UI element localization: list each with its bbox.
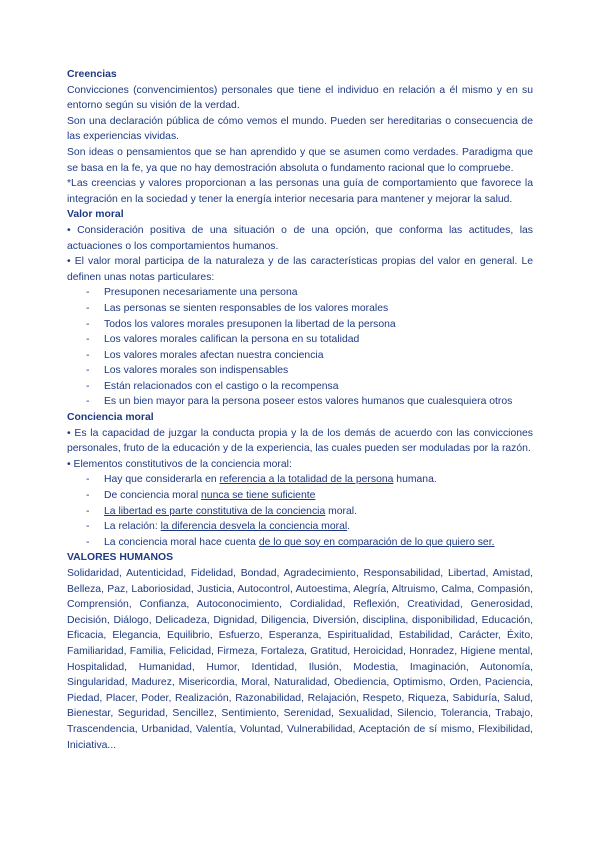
- bullet-paragraph: • Elementos constitutivos de la conciencia moral:: [67, 458, 292, 470]
- list-item-text: humana.: [393, 474, 437, 486]
- bullet-paragraph: • El valor moral participa de la naturaleza y de las características propias del valor en general. Le definen unas notas particulares:: [67, 256, 533, 283]
- list-item: - Presuponen necesariamente una persona: [104, 285, 533, 301]
- list-item: [104, 504, 533, 520]
- list-item: [104, 472, 533, 488]
- list-item: - Los valores morales son indispensables: [104, 363, 533, 379]
- list-item: - Están relacionados con el castigo o la recompensa: [104, 379, 533, 395]
- bullet-paragraph: • Es la capacidad de juzgar la conducta propia y la de los demás de acuerdo con las convicciones personales, fruto de la educación y de la experiencia, las cuales pueden ser moduladas por la razón.: [67, 427, 533, 455]
- list-item: [104, 535, 533, 551]
- list-item-text: La relación:: [104, 521, 161, 533]
- list-item: - Es un bien mayor para la persona poseer estos valores humanos que cualesquiera otros: [104, 394, 533, 410]
- underlined-text: referencia a la totalidad de la persona: [219, 474, 394, 486]
- list-item-text: La conciencia moral hace cuenta: [104, 536, 259, 548]
- heading-conciencia-moral: Conciencia moral: [67, 412, 154, 424]
- underlined-text: de lo que soy en comparación de lo que quiero ser.: [258, 536, 495, 548]
- list-item-text: De conciencia moral: [104, 490, 202, 502]
- list-item: - Los valores morales afectan nuestra conciencia: [104, 348, 533, 364]
- bullet-paragraph: • Consideración positiva de una situación o de una opción, que conforma las actitudes, las actuaciones o los comportamientos humanos.: [67, 224, 533, 252]
- list-item-text: moral.: [325, 505, 357, 517]
- list-item: - Las personas se sienten responsables de los valores morales: [104, 301, 533, 317]
- paragraph: Convicciones (convencimientos) personales que tiene el individuo en relación a él mismo y en su entorno según su visión de la verdad.: [67, 84, 533, 112]
- underlined-text: La libertad es parte constitutiva de la conciencia: [104, 505, 326, 517]
- list-item-text: .: [347, 521, 351, 533]
- heading-creencias: Creencias: [67, 69, 117, 80]
- document-page: [67, 67, 533, 753]
- list-item: [104, 488, 533, 504]
- valores-humanos-text: Solidaridad, Autenticidad, Fidelidad, Bondad, Agradecimiento, Responsabilidad, Libertad, Amistad, Belleza, Paz, Laboriosidad, Justicia, Autocontrol, Autoestima, Alegría, Altruismo, Calma, Compasión, Comprensión, Confianza, Autoconocimiento, Cordialidad, Reflexión, Creatividad, Generosidad, Decisión, Diálogo, Delicadeza, Dignidad, Diligencia, Diversión, disciplina, disponibilidad, Educación, Eficacia, Elegancia, Equilibrio, Esfuerzo, Esperanza, Espiritualidad, Estabilidad, Carácter, Éxito, Familiaridad, Familia, Felicidad, Firmeza, Fortaleza, Gratitud, Heroicidad, Honradez, Higiene mental, Hospitalidad, Humanidad, Humor, Identidad, Ilusión, Modestia, Imaginación, Autonomía, Singularidad, Madurez, Misericordia, Moral, Naturalidad, Obediencia, Optimismo, Orden, Paciencia, Piedad, Placer, Poder, Realización, Razonabilidad, Relajación, Respeto, Riqueza, Sabiduría, Salud, Bienestar, Seguridad, Sencillez, Sentimiento, Serenidad, Sexualidad, Silencio, Tolerancia, Trabajo, Trascendencia, Urbanidad, Valentía, Voluntad, Vulnerabilidad, Aceptación de sí mismo, Flexibilidad, Iniciativa...: [67, 568, 533, 751]
- list-item: - Los valores morales califican la persona en su totalidad: [104, 332, 533, 348]
- conciencia-moral-list: [67, 472, 533, 550]
- heading-valores-humanos: VALORES HUMANOS: [67, 552, 174, 564]
- heading-valor-moral: Valor moral: [67, 209, 124, 221]
- list-item-text: Hay que considerarla en: [104, 474, 220, 486]
- underlined-text: la diferencia desvela la conciencia moral: [160, 521, 348, 533]
- paragraph: Son ideas o pensamientos que se han aprendido y que se asumen como verdades. Paradigma que se basa en la fe, ya que no hay demostración absoluta o fundamento racional que lo compruebe.: [67, 146, 533, 174]
- valor-moral-list: [67, 285, 533, 410]
- paragraph: *Las creencias y valores proporcionan a las personas una guía de comportamiento que favorece la integración en la sociedad y tener la energía interior necesaria para mantener y mejorar la salud.: [67, 178, 533, 205]
- underlined-text: nunca se tiene suficiente: [201, 490, 316, 502]
- paragraph: Son una declaración pública de cómo vemos el mundo. Pueden ser hereditarias o consecuencia de las experiencias vividas.: [67, 115, 533, 143]
- list-item: [104, 519, 533, 535]
- list-item: - Todos los valores morales presuponen la libertad de la persona: [104, 317, 533, 333]
